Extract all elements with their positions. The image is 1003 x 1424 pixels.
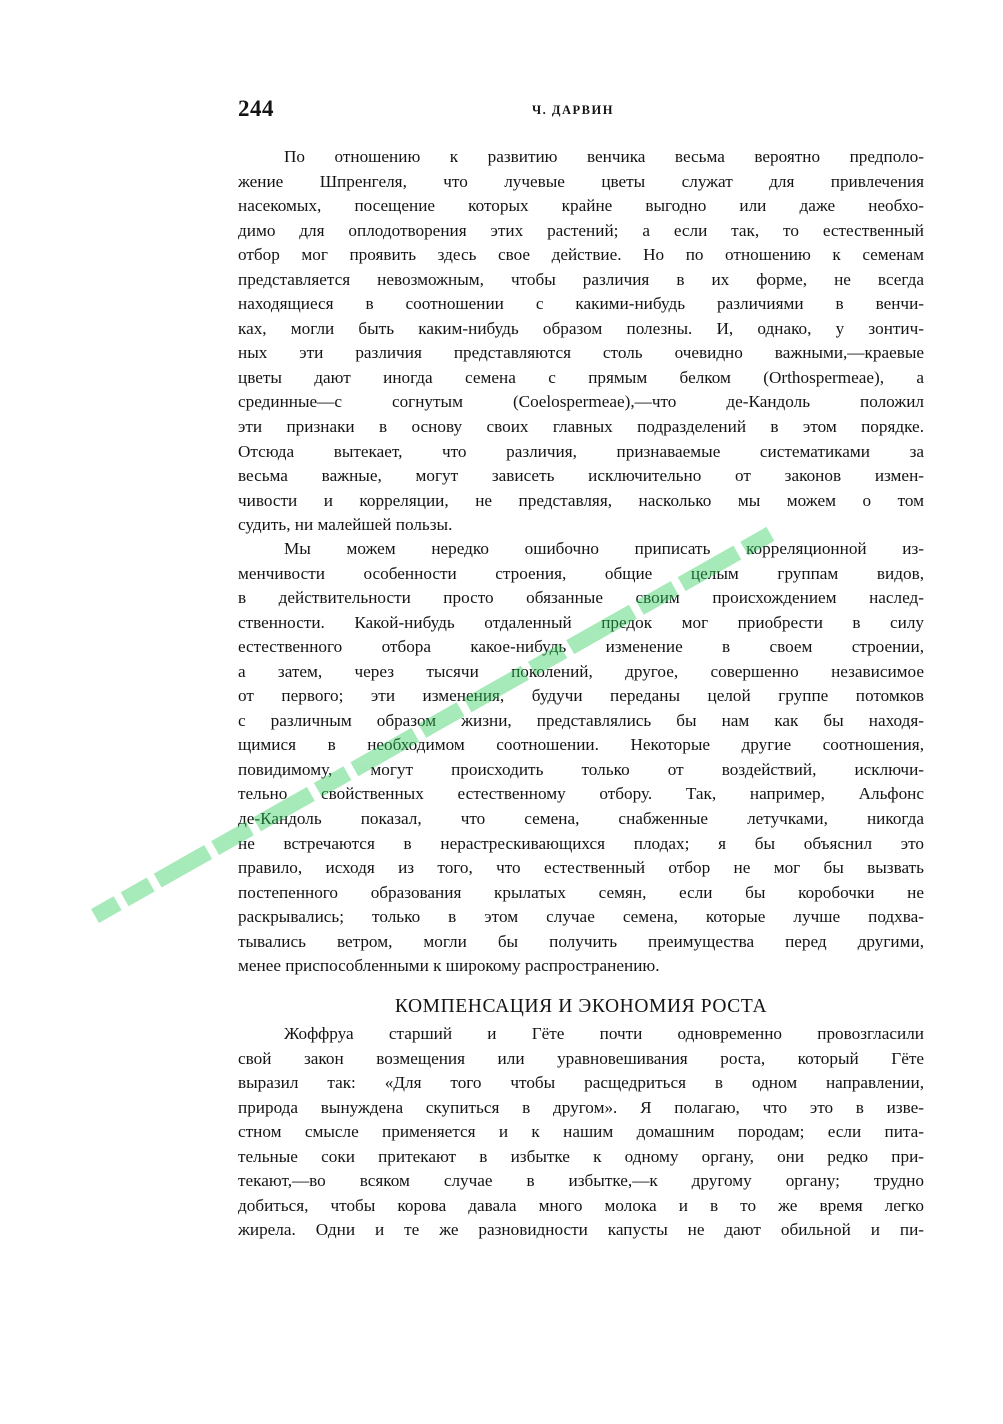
text-line: раскрывались; только в этом случае семена, которые лучше подхва- xyxy=(238,907,924,927)
text-line: де-Кандоль показал, что семена, снабженные летучками, никогда xyxy=(238,809,924,829)
text-line: находящиеся в соотношении с какими-нибудь различиями в венчи- xyxy=(238,294,924,314)
text-line: естественного отбора какое-нибудь изменение в своем строении, xyxy=(238,637,924,657)
text-line: чивости и корреляции, не представляя, насколько мы можем о том xyxy=(238,490,924,510)
text-line: ных эти различия представляются столь очевидно важными,—краевые xyxy=(238,343,924,363)
text-line: не встречаются в нерастрескивающихся плодах; я бы объяснил это xyxy=(238,833,924,853)
text-line: от первого; эти изменения, будучи переданы целой группе потомков xyxy=(238,686,924,706)
text-line: а затем, через тысячи поколений, другое, совершенно независимое xyxy=(238,661,924,681)
text-line: жение Шпренгеля, что лучевые цветы служат для привлечения xyxy=(238,171,924,191)
text-line: тельные соки притекают в избытке к одному органу, они редко при- xyxy=(238,1146,924,1166)
text-line: добиться, чтобы корова давала много молока и в то же время легко xyxy=(238,1195,924,1215)
page-number: 244 xyxy=(238,96,274,121)
text-line: димо для оплодотворения этих растений; а если так, то естественный xyxy=(238,220,924,240)
section-heading: КОМПЕНСАЦИЯ И ЭКОНОМИЯ РОСТА xyxy=(394,996,768,1017)
text-line: правило, исходя из того, что естественный отбор не мог бы вызвать xyxy=(238,858,924,878)
text-line: с различным образом жизни, представлялись бы нам как бы находя- xyxy=(238,710,924,730)
text-line: жирела. Одни и те же разновидности капусты не дают обильной и пи- xyxy=(238,1220,924,1240)
text-line: По отношению к развитию венчика весьма вероятно предполо- xyxy=(284,147,924,166)
text-line: Отсюда вытекает, что различия, признаваемые систематиками за xyxy=(238,441,924,461)
text-line: отбор мог проявить здесь свое действие. Но по отношению к семенам xyxy=(238,245,924,265)
text-line: эти признаки в основу своих главных подразделений в этом порядке. xyxy=(238,417,924,437)
text-line: Жоффруа старший и Гёте почти одновременно провозгласили xyxy=(284,1024,924,1043)
text-line: текают,—во всяком случае в избытке,—к другому органу; трудно xyxy=(238,1171,924,1191)
text-line: щимися в необходимом соотношении. Некоторые другие соотношения, xyxy=(238,735,924,755)
text-line: тельно свойственных естественному отбору. Так, например, Альфонс xyxy=(238,784,924,804)
text-line: ственности. Какой-нибудь отдаленный предок мог приобрести в силу xyxy=(238,612,924,632)
text-line: срединные—с согнутым (Coelospermeae),—что де-Кандоль положил xyxy=(238,392,924,412)
paragraph-3 xyxy=(238,1022,924,1243)
text-line: свой закон возмещения или уравновешивания роста, который Гёте xyxy=(238,1048,924,1068)
text-line: Мы можем нередко ошибочно приписать корреляционной из- xyxy=(284,539,924,558)
watermark-segment xyxy=(154,845,212,887)
text-line: ках, могли быть каким-нибудь образом полезны. И, однако, у зонтич- xyxy=(238,318,924,338)
paragraph-2 xyxy=(238,537,924,979)
watermark-segment xyxy=(121,878,155,907)
running-head: Ч. ДАРВИН xyxy=(532,103,614,117)
text-line: природа вынуждена скупиться в другом». Я полагаю, что это в изве- xyxy=(238,1097,924,1117)
watermark-segment xyxy=(91,896,122,923)
text-line: повидимому, могут происходить только от воздействий, исключи- xyxy=(238,759,924,779)
text-line: цветы дают иногда семена с прямым белком (Orthospermeae), а xyxy=(238,367,924,387)
text-line: постепенного образования крылатых семян, если бы коробочки не xyxy=(238,882,924,902)
text-line: в действительности просто обязанные своим происхождением наслед- xyxy=(238,588,924,608)
text-line: тывались ветром, могли бы получить преимущества перед другими, xyxy=(238,931,924,951)
paragraph-1 xyxy=(238,145,924,538)
text-line: весьма важные, могут зависеть исключительно от законов измен- xyxy=(238,466,924,486)
text-line: насекомых, посещение которых крайне выгодно или даже необхо- xyxy=(238,196,924,216)
page-header xyxy=(238,96,924,136)
text-line: представляется невозможным, чтобы различия в их форме, не всегда xyxy=(238,269,924,289)
text-line: стном смысле применяется и к нашим домашним породам; если пита- xyxy=(238,1122,924,1142)
text-line: менчивости особенности строения, общие целым группам видов, xyxy=(238,563,924,583)
text-line: менее приспособленными к широкому распространению. xyxy=(238,956,660,976)
text-line: выразил так: «Для того чтобы расщедриться в одном направлении, xyxy=(238,1073,924,1093)
text-line: судить, ни малейшей пользы. xyxy=(238,515,453,535)
